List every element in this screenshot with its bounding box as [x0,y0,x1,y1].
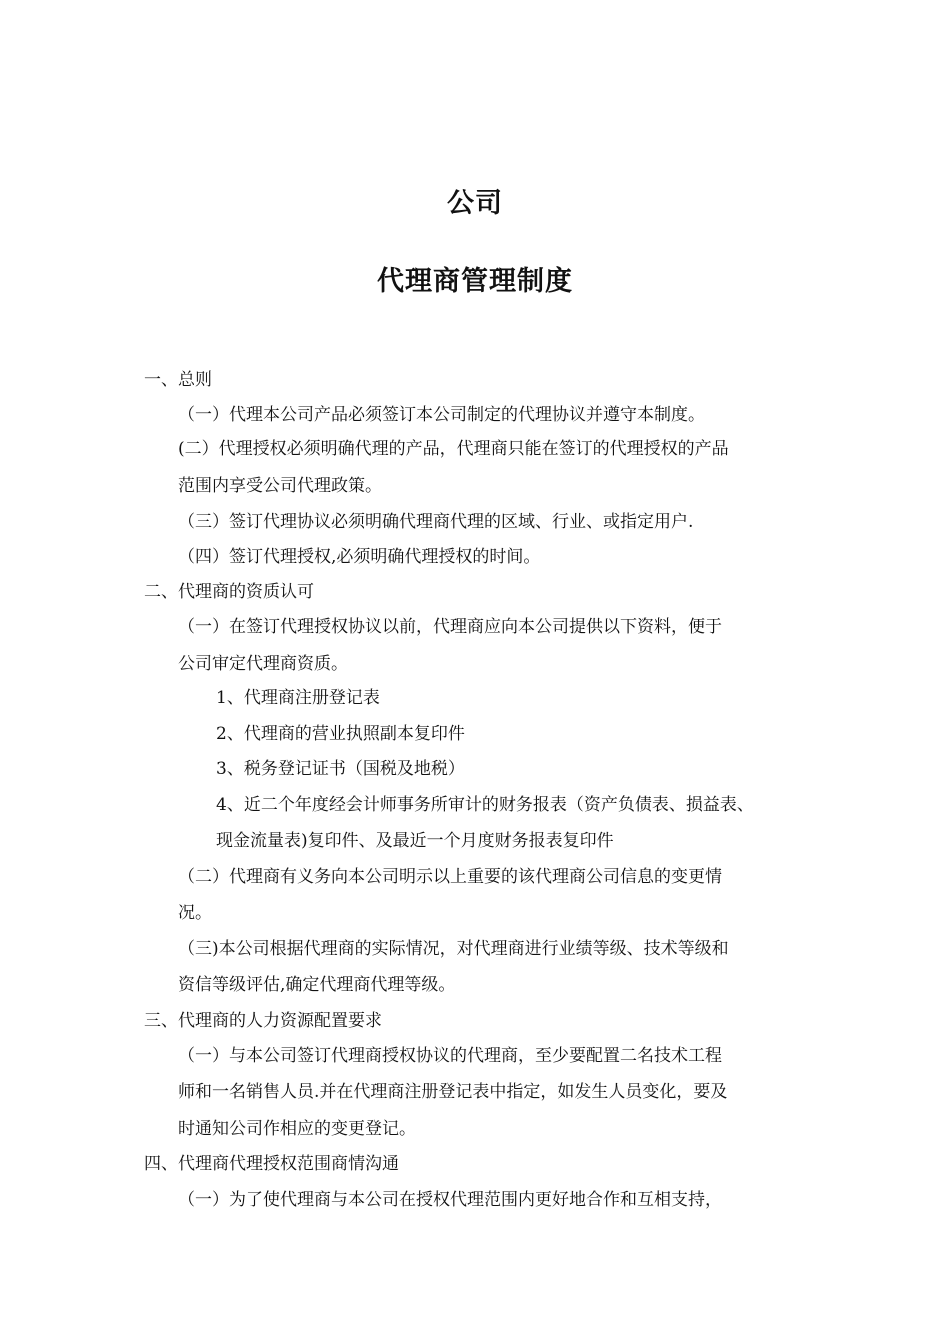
section-heading: 三、代理商的人力资源配置要求 [144,1011,382,1031]
paragraph-line: (二）代理授权必须明确代理的产品，代理商只能在签订的代理授权的产品 [178,439,729,459]
document-title-main: 代理商管理制度 [377,266,573,297]
paragraph-line: （一）与本公司签订代理商授权协议的代理商，至少要配置二名技术工程 [178,1046,722,1066]
paragraph-line: （二）代理商有义务向本公司明示以上重要的该代理商公司信息的变更情 [178,867,722,887]
list-item: 4、近二个年度经会计师事务所审计的财务报表（资产负债表、损益表、 [216,795,754,815]
paragraph-line: （一）代理本公司产品必须签订本公司制定的代理协议并遵守本制度。 [178,405,705,425]
paragraph-line: （四）签订代理授权,必须明确代理授权的时间。 [178,547,541,567]
list-item: 2、代理商的营业执照副本复印件 [216,724,465,744]
section-heading: 一、总则 [144,370,212,390]
paragraph-line: （三）签订代理协议必须明确代理商代理的区域、行业、或指定用户. [178,512,694,532]
list-item: 1、代理商注册登记表 [216,688,380,708]
section-heading: 二、代理商的资质认可 [144,582,314,602]
document-title-company: 公司 [447,188,503,219]
paragraph-line: 资信等级评估,确定代理商代理等级。 [178,975,456,995]
paragraph-line: 范围内享受公司代理政策。 [178,476,382,496]
paragraph-line: （一）在签订代理授权协议以前，代理商应向本公司提供以下资料，便于 [178,617,722,637]
list-item: 3、税务登记证书（国税及地税） [216,759,465,779]
paragraph-line: 公司审定代理商资质。 [178,654,348,674]
paragraph-line: 时通知公司作相应的变更登记。 [178,1119,416,1139]
paragraph-line: （三)本公司根据代理商的实际情况，对代理商进行业绩等级、技术等级和 [178,939,729,959]
paragraph-line: 师和一名销售人员.并在代理商注册登记表中指定，如发生人员变化，要及 [178,1082,728,1102]
section-heading: 四、代理商代理授权范围商情沟通 [144,1154,399,1174]
list-item-continuation: 现金流量表)复印件、及最近一个月度财务报表复印件 [216,831,614,851]
paragraph-line: （一）为了使代理商与本公司在授权代理范围内更好地合作和互相支持， [178,1190,722,1210]
paragraph-line: 况。 [178,903,212,923]
